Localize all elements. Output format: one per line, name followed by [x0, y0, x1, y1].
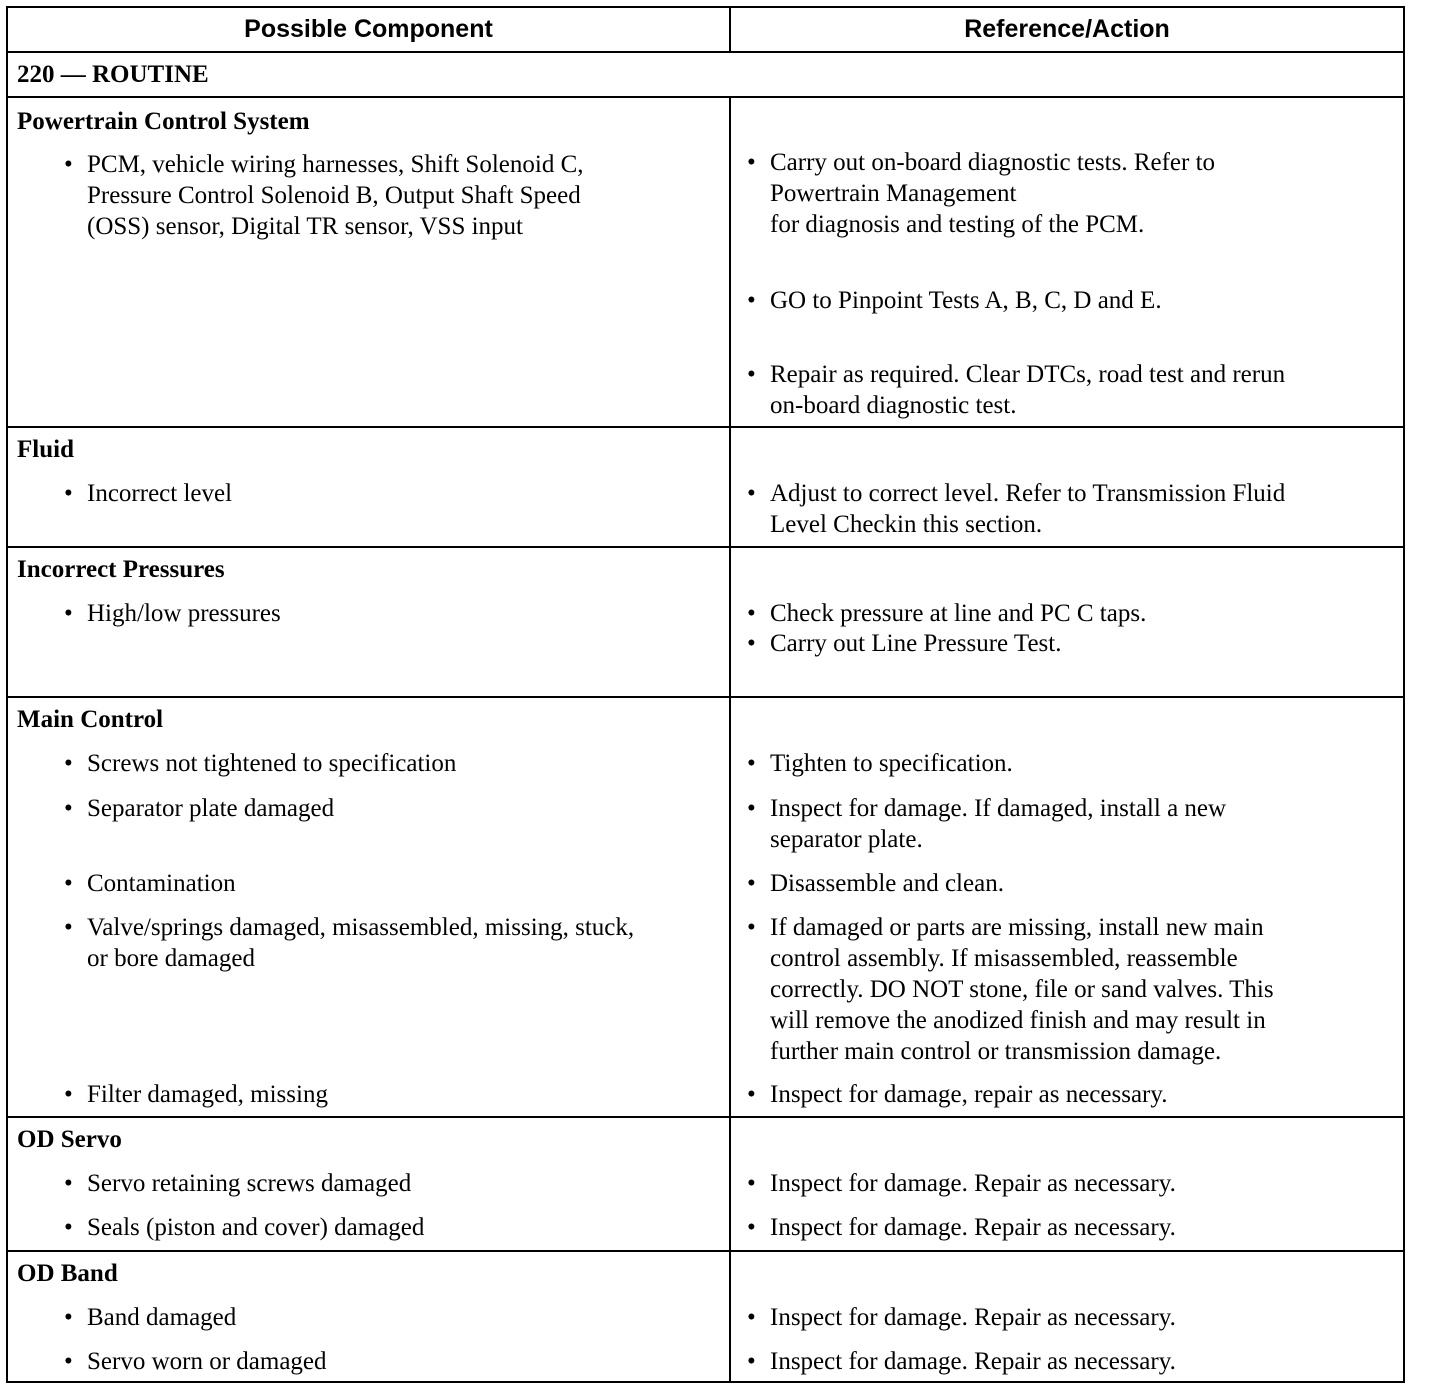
item-line: further main control or transmission damage.: [770, 1038, 1222, 1065]
bullet: •: [747, 914, 756, 941]
bullet: •: [747, 750, 756, 777]
routine-label: 220 — ROUTINE: [8, 53, 1403, 98]
bullet: •: [747, 795, 756, 822]
section-title: Powertrain Control System: [17, 108, 310, 135]
section-title: Fluid: [17, 436, 74, 463]
component-item: [64, 1079, 328, 1110]
action-item: [747, 478, 1286, 540]
bullet: •: [747, 1214, 756, 1241]
item-line: Servo worn or damaged: [87, 1348, 327, 1375]
section-od-band: [8, 1252, 1403, 1383]
action-item: [747, 359, 1286, 421]
bullet: •: [747, 1081, 756, 1108]
item-line: Powertrain Management: [770, 180, 1017, 207]
item-line: Incorrect level: [87, 480, 233, 507]
section-title: OD Servo: [17, 1126, 122, 1153]
bullet: •: [747, 600, 756, 627]
action-item: [747, 628, 1062, 659]
item-line: Inspect for damage, repair as necessary.: [770, 1081, 1168, 1108]
item-line: Inspect for damage. Repair as necessary.: [770, 1348, 1176, 1375]
table-header-row: [8, 8, 1403, 53]
component-item: [64, 748, 457, 779]
component-item: [64, 1168, 412, 1199]
action-item: [747, 147, 1216, 240]
component-item: [64, 793, 335, 824]
action-item: [747, 285, 1162, 316]
action-item: [747, 1168, 1176, 1199]
bullet: •: [64, 1304, 73, 1331]
bullet: •: [64, 1170, 73, 1197]
item-line: Carry out on-board diagnostic tests. Refer to: [770, 149, 1216, 176]
item-line: Separator plate damaged: [87, 795, 335, 822]
header-possible-component: Possible Component: [244, 15, 493, 43]
item-line: If damaged or parts are missing, install new main: [770, 914, 1264, 941]
action-item: [747, 1346, 1176, 1377]
bullet: •: [747, 361, 756, 388]
action-item: [747, 1079, 1168, 1110]
item-line: correctly. DO NOT stone, file or sand valves. This: [770, 976, 1274, 1003]
header-reference-action: Reference/Action: [964, 15, 1170, 43]
component-item: [64, 149, 584, 242]
item-line: Valve/springs damaged, misassembled, missing, stuck,: [87, 914, 635, 941]
bullet: •: [747, 630, 756, 657]
action-item: [747, 1212, 1176, 1243]
section-powertrain-control-system: [8, 98, 1403, 428]
component-item: [64, 868, 236, 899]
action-item: [747, 868, 1004, 899]
item-line: or bore damaged: [87, 945, 255, 972]
bullet: •: [64, 1214, 73, 1241]
component-item: [64, 1302, 237, 1333]
action-item: [747, 793, 1227, 855]
bullet: •: [64, 870, 73, 897]
bullet: •: [747, 149, 756, 176]
item-line: Servo retaining screws damaged: [87, 1170, 412, 1197]
bullet: •: [64, 151, 73, 178]
diagnosis-table: [6, 6, 1405, 1383]
section-title: Main Control: [17, 706, 164, 733]
item-line: Disassemble and clean.: [770, 870, 1004, 897]
item-line: Screws not tightened to specification: [87, 750, 457, 777]
bullet: •: [64, 914, 73, 941]
bullet: •: [747, 1348, 756, 1375]
item-line: Inspect for damage. Repair as necessary.: [770, 1214, 1176, 1241]
bullet: •: [747, 1170, 756, 1197]
item-line: control assembly. If misassembled, reassemble: [770, 945, 1238, 972]
component-item: [64, 1212, 425, 1243]
item-line: Adjust to correct level. Refer to Transmission Fluid: [770, 480, 1286, 507]
bullet: •: [64, 750, 73, 777]
component-item: [64, 912, 635, 974]
item-line: Inspect for damage. If damaged, install a new: [770, 795, 1227, 822]
bullet: •: [64, 1348, 73, 1375]
section-title: Incorrect Pressures: [17, 556, 225, 583]
bullet: •: [747, 287, 756, 314]
item-line: Inspect for damage. Repair as necessary.: [770, 1170, 1176, 1197]
item-line: Filter damaged, missing: [87, 1081, 328, 1108]
item-line: Contamination: [87, 870, 236, 897]
item-line: Repair as required. Clear DTCs, road test and rerun: [770, 361, 1286, 388]
bullet: •: [64, 480, 73, 507]
section-od-servo: [8, 1118, 1403, 1252]
item-line: GO to Pinpoint Tests A, B, C, D and E.: [770, 287, 1162, 314]
item-line: PCM, vehicle wiring harnesses, Shift Solenoid C,: [87, 151, 584, 178]
item-line: Level Checkin this section.: [770, 511, 1043, 538]
item-line: separator plate.: [770, 826, 923, 853]
item-line: will remove the anodized finish and may result in: [770, 1007, 1266, 1034]
section-main-control: [8, 698, 1403, 1118]
item-line: for diagnosis and testing of the PCM.: [770, 211, 1145, 238]
section-fluid: [8, 428, 1403, 548]
item-line: Pressure Control Solenoid B, Output Shaft Speed: [87, 182, 581, 209]
item-line: Seals (piston and cover) damaged: [87, 1214, 425, 1241]
action-item: [747, 748, 1013, 779]
item-line: Band damaged: [87, 1304, 237, 1331]
bullet: •: [747, 480, 756, 507]
bullet: •: [64, 1081, 73, 1108]
item-line: High/low pressures: [87, 600, 281, 627]
bullet: •: [64, 795, 73, 822]
item-line: Inspect for damage. Repair as necessary.: [770, 1304, 1176, 1331]
bullet: •: [747, 870, 756, 897]
bullet: •: [747, 1304, 756, 1331]
item-line: on-board diagnostic test.: [770, 392, 1017, 419]
action-item: [747, 1302, 1176, 1333]
action-item: [747, 598, 1147, 629]
item-line: Tighten to specification.: [770, 750, 1013, 777]
component-item: [64, 478, 233, 509]
item-line: (OSS) sensor, Digital TR sensor, VSS input: [87, 213, 523, 240]
action-item: [747, 912, 1274, 1067]
item-line: Carry out Line Pressure Test.: [770, 630, 1062, 657]
section-incorrect-pressures: [8, 548, 1403, 698]
bullet: •: [64, 600, 73, 627]
section-title: OD Band: [17, 1260, 118, 1287]
item-line: Check pressure at line and PC C taps.: [770, 600, 1147, 627]
component-item: [64, 598, 281, 629]
component-item: [64, 1346, 327, 1377]
